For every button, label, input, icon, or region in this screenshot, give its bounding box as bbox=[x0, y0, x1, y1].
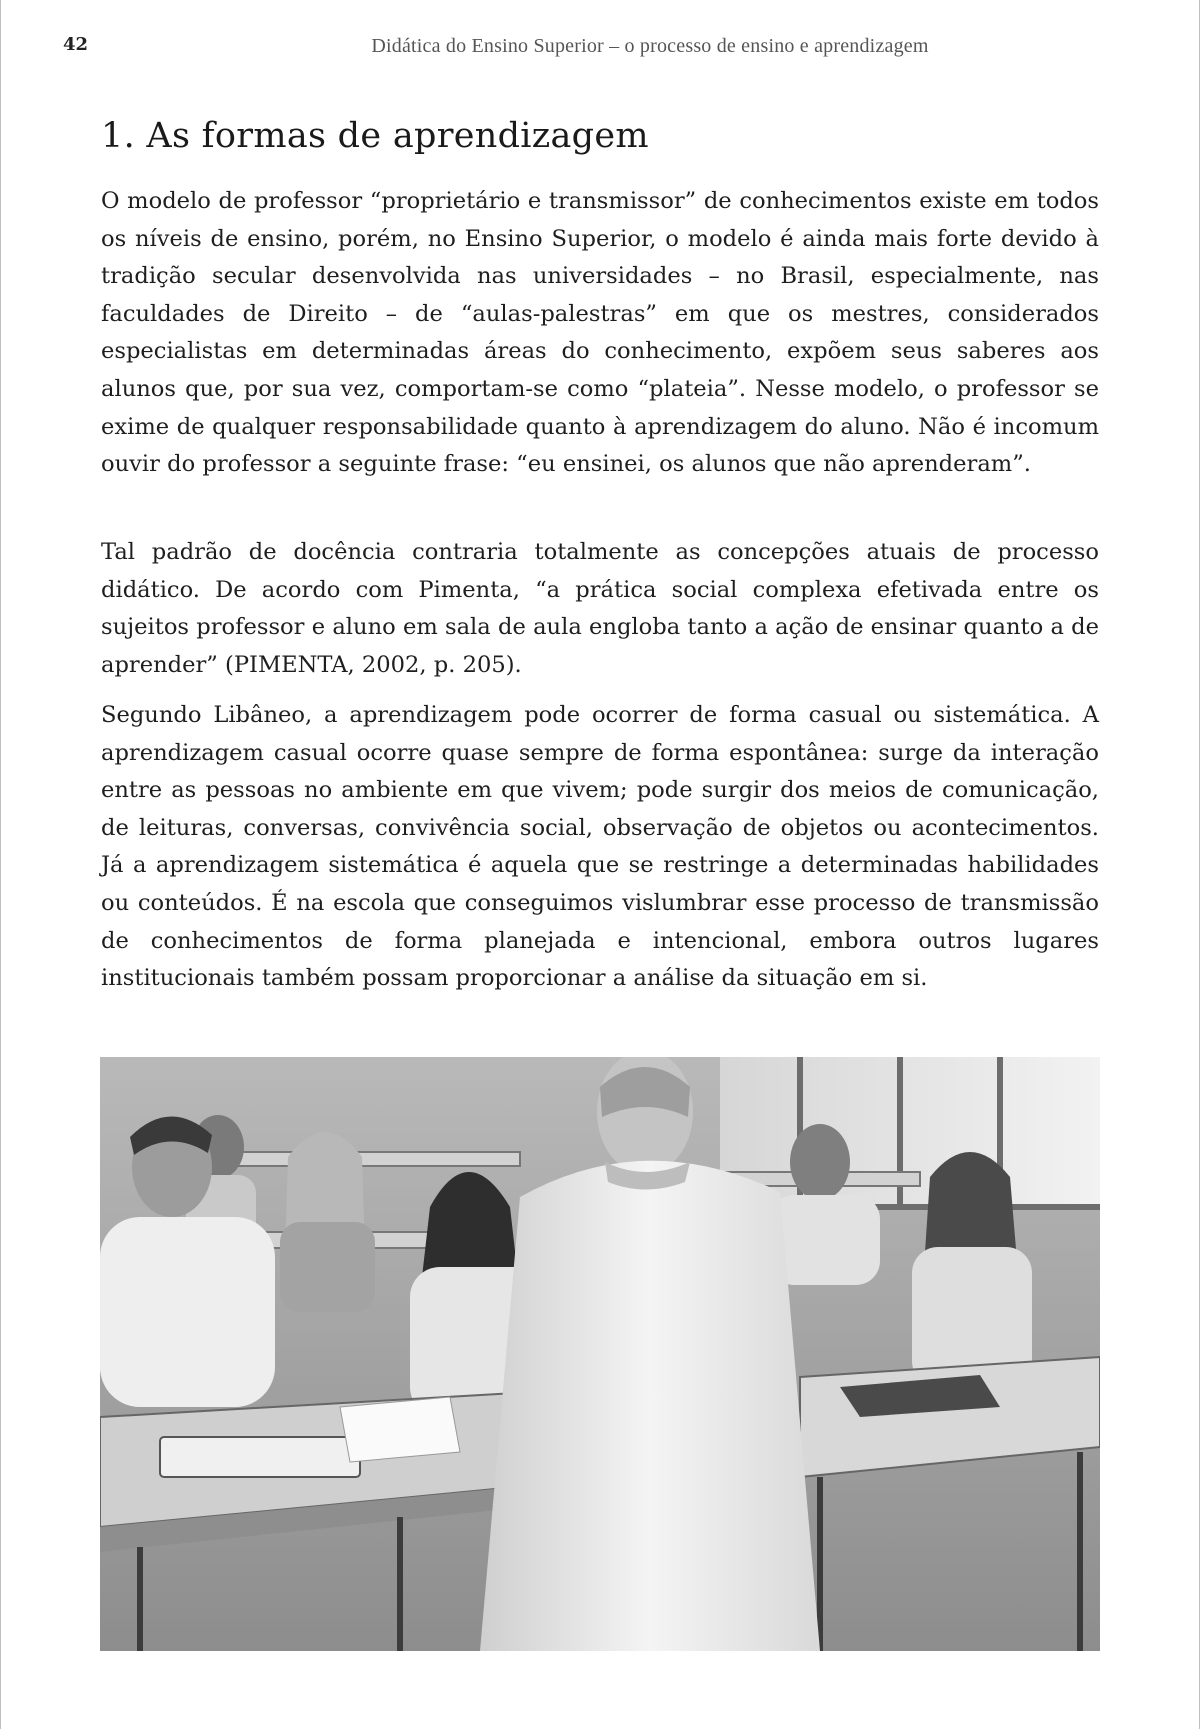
section-title: 1. As formas de aprendizagem bbox=[101, 116, 649, 156]
running-header: Didática do Ensino Superior – o processo de ensino e aprendizagem bbox=[371, 35, 929, 57]
classroom-photo bbox=[100, 1057, 1100, 1651]
page-number: 42 bbox=[63, 34, 89, 55]
laptop bbox=[160, 1437, 360, 1477]
classroom-illustration bbox=[100, 1057, 1100, 1651]
paragraph-3: Segundo Libâneo, a aprendizagem pode ocorrer de forma casual ou sistemática. A aprendizagem casual ocorre quase sempre de forma espontânea: surge da interação entre as pessoas no ambiente em que vivem; pode surgir dos meios de comunicação, de leituras, conversas, convivência social, observação de objetos ou acontecimentos. Já a aprendizagem sistemática é aquela que se restringe a determinadas habilidades ou conteúdos. É na escola que conseguimos vislumbrar esse processo de transmissão de conhecimentos de forma planejada e intencional, embora outros lugares institucionais também possam proporcionar a análise da situação em si. bbox=[101, 702, 1099, 992]
papers bbox=[340, 1397, 460, 1462]
paragraph-2: Tal padrão de docência contraria totalmente as concepções atuais de processo didático. De acordo com Pimenta, “a prática social complexa efetivada entre os sujeitos professor e aluno em sala de aula engloba tanto a ação de ensinar quanto a de aprender” (PIMENTA, 2002, p. 205). bbox=[101, 539, 1099, 678]
paragraph-1: O modelo de professor “proprietário e transmissor” de conhecimentos existe em todos os níveis de ensino, porém, no Ensino Superior, o modelo é ainda mais forte devido à tradição secular desenvolvida nas universidades – no Brasil, especialmente, nas faculdades de Direito – de “aulas-palestras” em que os mestres, considerados especialistas em determinadas áreas do conhecimento, expõem seus saberes aos alunos que, por sua vez, comportam-se como “plateia”. Nesse modelo, o professor se exime de qualquer responsabilidade quanto à aprendizagem do aluno. Não é incomum ouvir do professor a seguinte frase: “eu ensinei, os alunos que não aprenderam”. bbox=[101, 188, 1099, 478]
